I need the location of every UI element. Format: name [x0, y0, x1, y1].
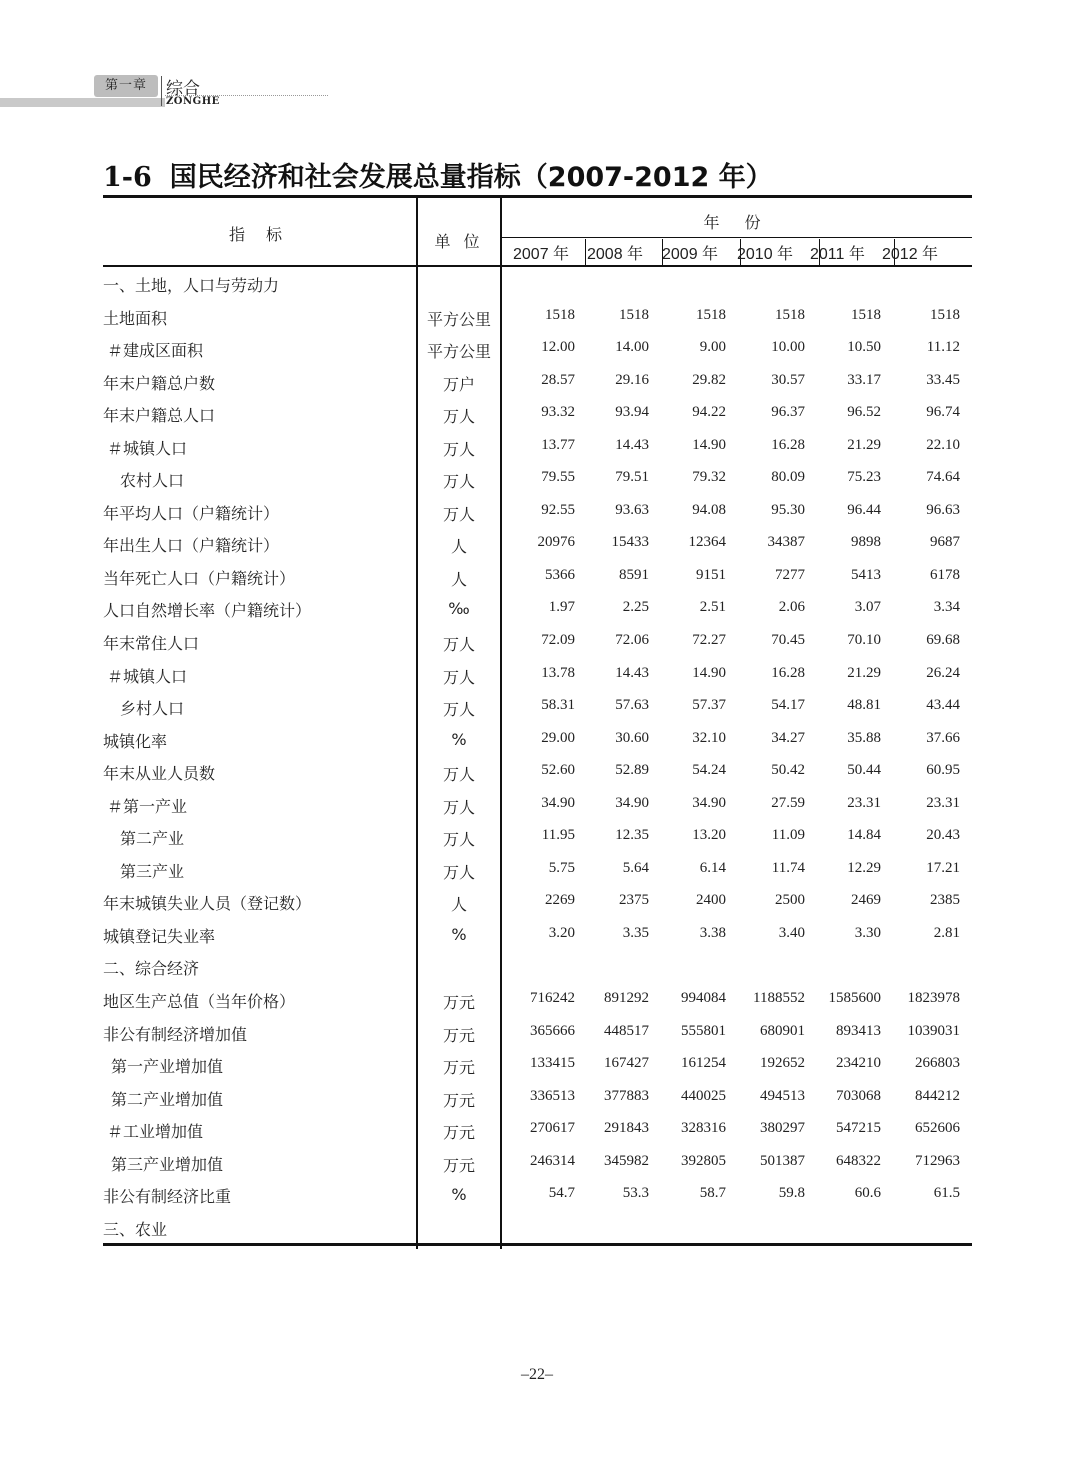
row-value: 14.43 [615, 664, 649, 681]
row-value: 70.10 [847, 632, 881, 649]
row-indicator: 第一产业增加值 [111, 1057, 224, 1077]
row-value: 377883 [604, 1087, 649, 1104]
row-value: 392805 [681, 1152, 726, 1169]
row-value: 58.31 [541, 697, 575, 714]
row-value: 94.22 [692, 404, 726, 421]
row-unit: 万人 [442, 797, 475, 817]
row-value: 27.59 [771, 794, 805, 811]
row-value: 21.29 [847, 436, 881, 453]
row-value: 9.00 [699, 339, 726, 356]
row-unit: % [451, 1185, 467, 1205]
row-value: 994084 [681, 990, 726, 1007]
row-value: 33.17 [847, 371, 881, 388]
row-value: 1823978 [907, 990, 960, 1007]
row-value: 13.78 [541, 664, 575, 681]
row-indicator: 土地面积 [103, 308, 168, 328]
row-value: 57.63 [615, 697, 649, 714]
header-year: 2012 年 [882, 246, 939, 263]
row-indicator: 三、农业 [103, 1219, 168, 1239]
chapter-title: 综合 [166, 79, 200, 99]
row-unit: 万人 [442, 504, 475, 524]
row-value: 648322 [836, 1152, 881, 1169]
row-unit: 万人 [442, 472, 475, 492]
row-value: 48.81 [847, 697, 881, 714]
row-value: 652606 [915, 1120, 960, 1137]
page-number: –22– [521, 1366, 553, 1383]
row-value: 336513 [530, 1087, 575, 1104]
table-row [103, 1178, 972, 1211]
row-value: 52.60 [541, 762, 575, 779]
row-value: 20.43 [926, 827, 960, 844]
table-row [103, 462, 972, 495]
row-value: 52.89 [615, 762, 649, 779]
row-value: 34.90 [541, 794, 575, 811]
row-value: 34.90 [615, 794, 649, 811]
row-value: 60.6 [854, 1185, 881, 1202]
row-value: 93.32 [541, 404, 575, 421]
row-value: 1585600 [828, 990, 881, 1007]
row-value: 59.8 [778, 1185, 805, 1202]
row-value: 501387 [760, 1152, 805, 1169]
row-indicator: 年末城镇失业人员（登记数） [103, 894, 312, 914]
table-row [103, 658, 972, 691]
row-value: 17.21 [926, 859, 960, 876]
row-value: 43.44 [926, 697, 960, 714]
table-header [103, 198, 972, 265]
table-row [103, 918, 972, 951]
row-value: 12364 [688, 534, 726, 551]
row-value: 16.28 [771, 436, 805, 453]
row-value: 70.45 [771, 632, 805, 649]
row-value: 96.63 [926, 501, 960, 518]
table-row [103, 885, 972, 918]
row-unit: 万元 [442, 1123, 475, 1143]
row-unit: 万元 [442, 1025, 475, 1045]
row-value: 34.27 [771, 729, 805, 746]
row-unit: % [451, 729, 467, 749]
row-value: 6178 [930, 566, 960, 583]
row-indicator: ＃建成区面积 [107, 341, 204, 361]
row-value: 9151 [696, 566, 726, 583]
row-value: 167427 [604, 1055, 649, 1072]
table-row [103, 690, 972, 723]
row-value: 365666 [530, 1022, 575, 1039]
row-value: 2.51 [699, 599, 726, 616]
row-value: 1518 [619, 306, 649, 323]
row-indicator: 非公有制经济增加值 [103, 1024, 248, 1044]
row-value: 29.00 [541, 729, 575, 746]
row-unit: 万人 [442, 830, 475, 850]
row-value: 28.57 [541, 371, 575, 388]
row-value: 380297 [760, 1120, 805, 1137]
row-indicator: 乡村人口 [120, 699, 185, 719]
row-value: 2.25 [622, 599, 649, 616]
header-unit: 单 位 [434, 232, 484, 251]
row-value: 3.35 [622, 924, 649, 941]
row-value: 7277 [775, 566, 805, 583]
row-value: 12.35 [615, 827, 649, 844]
row-value: 10.00 [771, 339, 805, 356]
row-unit: 万元 [442, 1090, 475, 1110]
row-value: 1518 [545, 306, 575, 323]
table-bottom-rule [103, 1243, 972, 1246]
row-unit: 万元 [442, 1155, 475, 1175]
row-value: 893413 [836, 1022, 881, 1039]
table-row [103, 527, 972, 560]
row-value: 345982 [604, 1152, 649, 1169]
row-unit: 万元 [442, 993, 475, 1013]
header-year: 2007 年 [513, 246, 570, 263]
row-value: 10.50 [847, 339, 881, 356]
row-value: 5.64 [622, 859, 649, 876]
table-row [103, 397, 972, 430]
row-value: 448517 [604, 1022, 649, 1039]
row-value: 72.06 [615, 632, 649, 649]
year-divider [585, 239, 586, 265]
table-title: 国民经济和社会发展总量指标（2007-2012 年） [169, 162, 773, 193]
row-value: 54.7 [548, 1185, 575, 1202]
row-value: 2269 [545, 892, 575, 909]
row-value: 6.14 [699, 859, 726, 876]
row-value: 11.09 [771, 827, 805, 844]
chapter-badge: 第一章 [94, 75, 158, 97]
table-row [103, 625, 972, 658]
row-value: 2500 [775, 892, 805, 909]
row-value: 69.68 [926, 632, 960, 649]
row-unit: ‰ [448, 599, 470, 619]
row-value: 54.17 [771, 697, 805, 714]
row-value: 13.77 [541, 436, 575, 453]
row-unit: 万人 [442, 407, 475, 427]
row-value: 30.60 [615, 729, 649, 746]
row-indicator: 年平均人口（户籍统计） [103, 503, 280, 523]
row-value: 844212 [915, 1087, 960, 1104]
row-value: 61.5 [933, 1185, 960, 1202]
row-indicator: 年末户籍总户数 [103, 373, 216, 393]
table-row [103, 755, 972, 788]
row-value: 8591 [619, 566, 649, 583]
table-row [103, 1113, 972, 1146]
row-value: 2469 [851, 892, 881, 909]
row-value: 53.3 [622, 1185, 649, 1202]
table-row [103, 560, 972, 593]
table-row [103, 853, 972, 886]
row-indicator: 第三产业增加值 [111, 1154, 224, 1174]
table-row [103, 300, 972, 333]
row-value: 96.74 [926, 404, 960, 421]
row-value: 234210 [836, 1055, 881, 1072]
row-value: 14.00 [615, 339, 649, 356]
row-value: 14.90 [692, 664, 726, 681]
row-value: 50.42 [771, 762, 805, 779]
row-value: 12.29 [847, 859, 881, 876]
row-value: 3.20 [548, 924, 575, 941]
row-value: 555801 [681, 1022, 726, 1039]
table-row [103, 1081, 972, 1114]
row-unit: 平方公里 [426, 342, 491, 362]
row-value: 29.16 [615, 371, 649, 388]
header-year-group: 年 份 [703, 213, 771, 232]
row-indicator: 城镇登记失业率 [103, 926, 216, 946]
chapter-title-en: ZONGHE [166, 96, 220, 107]
row-unit: 万人 [442, 667, 475, 687]
row-value: 75.23 [847, 469, 881, 486]
table-row [103, 1211, 972, 1244]
row-value: 72.27 [692, 632, 726, 649]
row-value: 34.90 [692, 794, 726, 811]
row-unit: 万户 [442, 374, 475, 394]
row-value: 21.29 [847, 664, 881, 681]
table-row [103, 365, 972, 398]
indicator-table [103, 195, 972, 1246]
table-row [103, 332, 972, 365]
row-indicator: 农村人口 [120, 471, 185, 491]
row-value: 93.94 [615, 404, 649, 421]
row-indicator: 人口自然增长率（户籍统计） [103, 601, 312, 621]
row-value: 13.20 [692, 827, 726, 844]
row-indicator: 第二产业增加值 [111, 1089, 224, 1109]
row-value: 79.51 [615, 469, 649, 486]
table-row [103, 495, 972, 528]
row-indicator: ＃第一产业 [107, 796, 188, 816]
table-row [103, 1146, 972, 1179]
row-value: 133415 [530, 1055, 575, 1072]
row-value: 20976 [537, 534, 575, 551]
row-value: 716242 [530, 990, 575, 1007]
row-value: 54.24 [692, 762, 726, 779]
row-unit: % [451, 924, 467, 944]
row-value: 3.38 [699, 924, 726, 941]
row-value: 2.06 [778, 599, 805, 616]
row-indicator: 年末户籍总人口 [103, 406, 216, 426]
row-value: 246314 [530, 1152, 575, 1169]
row-value: 703068 [836, 1087, 881, 1104]
row-value: 5413 [851, 566, 881, 583]
row-unit: 万人 [442, 700, 475, 720]
table-row [103, 430, 972, 463]
row-value: 11.95 [541, 827, 575, 844]
row-value: 79.32 [692, 469, 726, 486]
row-value: 16.28 [771, 664, 805, 681]
row-unit: 万人 [442, 439, 475, 459]
row-indicator: 当年死亡人口（户籍统计） [103, 568, 296, 588]
row-value: 37.66 [926, 729, 960, 746]
row-value: 15433 [611, 534, 649, 551]
row-value: 192652 [760, 1055, 805, 1072]
row-value: 1518 [696, 306, 726, 323]
table-row [103, 788, 972, 821]
row-value: 1188552 [753, 990, 805, 1007]
row-value: 26.24 [926, 664, 960, 681]
header-year-rule [502, 237, 972, 238]
row-unit: 万人 [442, 862, 475, 882]
row-unit: 人 [450, 537, 467, 557]
row-value: 57.37 [692, 697, 726, 714]
row-value: 3.30 [854, 924, 881, 941]
row-indicator: 第二产业 [120, 829, 185, 849]
row-value: 79.55 [541, 469, 575, 486]
row-indicator: 城镇化率 [103, 731, 168, 751]
table-row [103, 820, 972, 853]
table-row [103, 723, 972, 756]
row-value: 494513 [760, 1087, 805, 1104]
table-row [103, 950, 972, 983]
table-row [103, 592, 972, 625]
row-value: 29.82 [692, 371, 726, 388]
row-value: 14.90 [692, 436, 726, 453]
row-value: 95.30 [771, 501, 805, 518]
row-value: 2385 [930, 892, 960, 909]
row-value: 96.37 [771, 404, 805, 421]
row-value: 161254 [681, 1055, 726, 1072]
row-indicator: 年末常住人口 [103, 634, 200, 654]
row-value: 5366 [545, 566, 575, 583]
row-value: 30.57 [771, 371, 805, 388]
row-value: 58.7 [699, 1185, 726, 1202]
table-number: 1-6 [103, 162, 152, 193]
row-value: 23.31 [926, 794, 960, 811]
row-value: 22.10 [926, 436, 960, 453]
row-value: 266803 [915, 1055, 960, 1072]
row-value: 33.45 [926, 371, 960, 388]
row-value: 34387 [767, 534, 805, 551]
row-value: 35.88 [847, 729, 881, 746]
row-value: 11.12 [926, 339, 960, 356]
table-row [103, 1048, 972, 1081]
row-value: 1518 [851, 306, 881, 323]
row-indicator: 非公有制经济比重 [103, 1187, 232, 1207]
row-value: 14.84 [847, 827, 881, 844]
row-value: 2375 [619, 892, 649, 909]
row-indicator: 一、土地，人口与劳动力 [103, 276, 280, 295]
row-value: 3.34 [933, 599, 960, 616]
chapter-separator [161, 76, 162, 106]
row-value: 11.74 [771, 859, 805, 876]
row-unit: 人 [450, 569, 467, 589]
row-indicator: ＃城镇人口 [107, 438, 188, 458]
row-value: 60.95 [926, 762, 960, 779]
row-unit: 万人 [442, 765, 475, 785]
row-value: 14.43 [615, 436, 649, 453]
row-unit: 万人 [442, 635, 475, 655]
row-value: 712963 [915, 1152, 960, 1169]
header-year: 2008 年 [587, 246, 644, 263]
row-value: 328316 [681, 1120, 726, 1137]
row-unit: 平方公里 [426, 309, 491, 329]
row-value: 5.75 [548, 859, 575, 876]
row-value: 92.55 [541, 501, 575, 518]
row-value: 94.08 [692, 501, 726, 518]
row-value: 9898 [851, 534, 881, 551]
row-indicator: 地区生产总值（当年价格） [103, 992, 296, 1012]
row-indicator: 第三产业 [120, 861, 185, 881]
header-year: 2010 年 [737, 246, 794, 263]
row-indicator: 年出生人口（户籍统计） [103, 536, 280, 556]
row-value: 9687 [930, 534, 960, 551]
header-years [502, 239, 972, 265]
header-indicator: 指 标 [228, 225, 291, 244]
row-indicator: 二、综合经济 [103, 959, 200, 979]
row-value: 891292 [604, 990, 649, 1007]
header-year: 2009 年 [662, 246, 719, 263]
row-value: 72.09 [541, 632, 575, 649]
page-title [103, 155, 773, 194]
row-unit: 人 [450, 895, 467, 915]
row-value: 93.63 [615, 501, 649, 518]
row-value: 50.44 [847, 762, 881, 779]
row-value: 3.07 [854, 599, 881, 616]
row-value: 2.81 [933, 924, 960, 941]
row-value: 80.09 [771, 469, 805, 486]
row-unit: 万元 [442, 1058, 475, 1078]
row-value: 23.31 [847, 794, 881, 811]
table-row [103, 1016, 972, 1049]
row-value: 440025 [681, 1087, 726, 1104]
row-value: 32.10 [692, 729, 726, 746]
table-row [103, 983, 972, 1016]
row-value: 1039031 [907, 1022, 960, 1039]
row-value: 680901 [760, 1022, 805, 1039]
row-value: 270617 [530, 1120, 575, 1137]
header-year: 2011 年 [810, 246, 865, 263]
row-value: 96.44 [847, 501, 881, 518]
row-indicator: ＃工业增加值 [107, 1122, 204, 1142]
row-value: 74.64 [926, 469, 960, 486]
row-indicator: 年末从业人员数 [103, 764, 216, 784]
row-value: 2400 [696, 892, 726, 909]
row-value: 547215 [836, 1120, 881, 1137]
header-gray-bar [0, 98, 165, 107]
table-body [103, 267, 972, 1243]
row-value: 1518 [775, 306, 805, 323]
row-value: 96.52 [847, 404, 881, 421]
row-value: 3.40 [778, 924, 805, 941]
table-row [103, 267, 972, 300]
row-value: 1.97 [548, 599, 575, 616]
row-indicator: ＃城镇人口 [107, 666, 188, 686]
row-value: 291843 [604, 1120, 649, 1137]
row-value: 1518 [930, 306, 960, 323]
row-value: 12.00 [541, 339, 575, 356]
